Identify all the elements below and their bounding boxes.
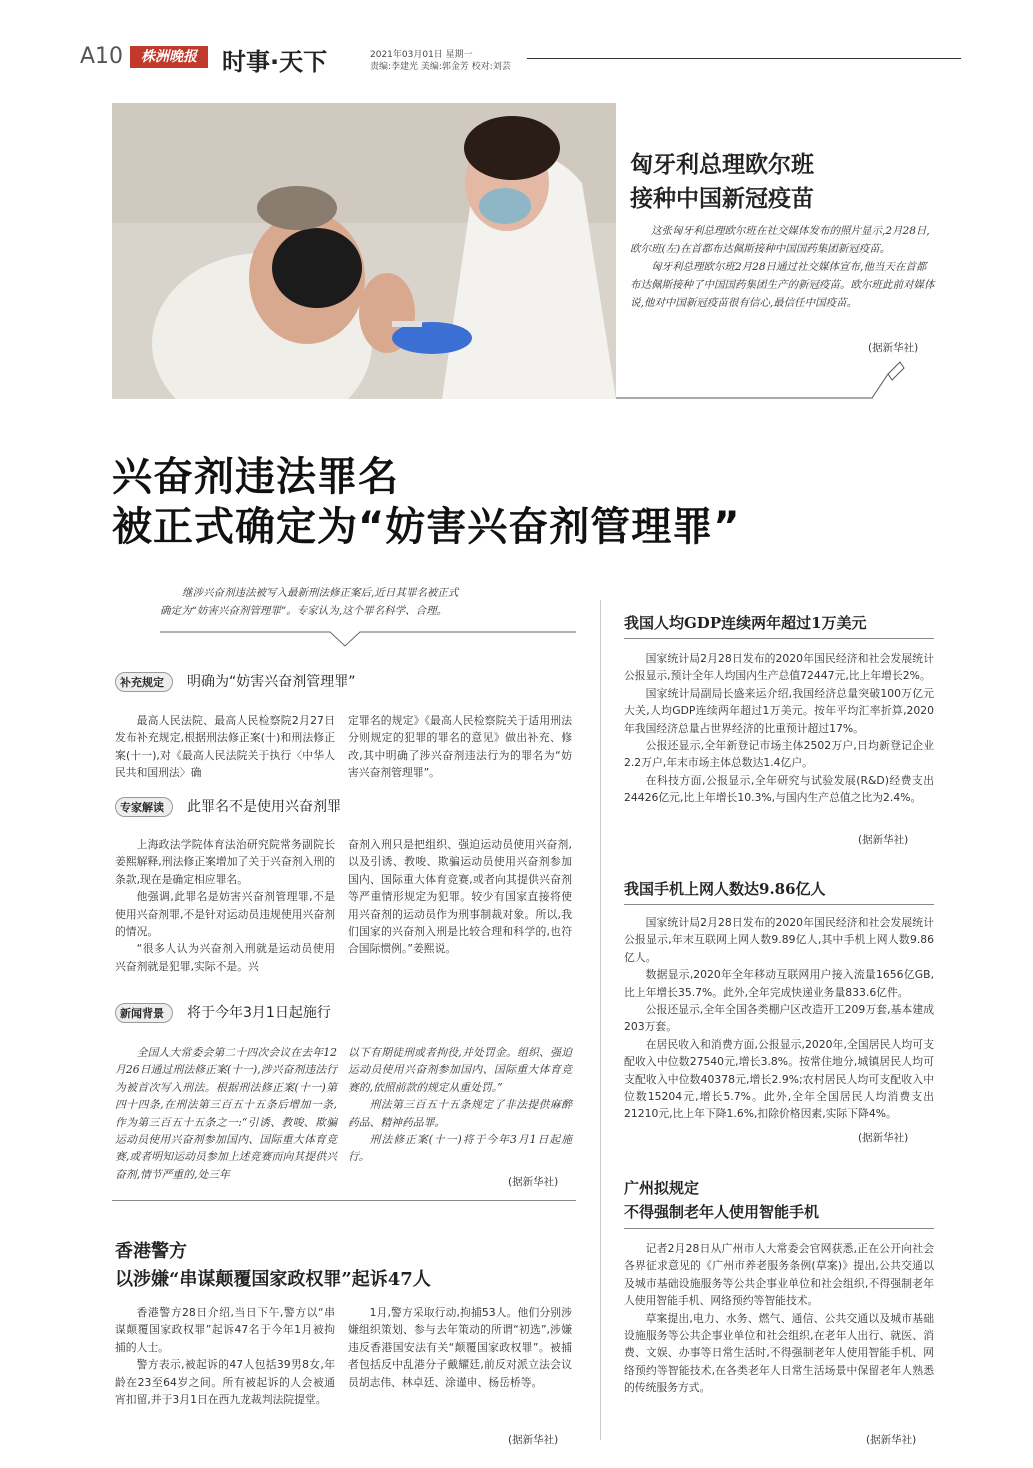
lead-divider [160, 620, 576, 650]
section2-title: 此罪名不是使用兴奋剂罪 [187, 799, 341, 815]
hk-title-line1: 香港警方 [115, 1241, 187, 1262]
section3-col2-p3: 刑法修正案(十一)将于今年3月1日起施行。 [348, 1133, 572, 1164]
photo-story-title [630, 148, 814, 216]
main-headline [112, 452, 741, 552]
section2-col1-p3: “很多人认为兴奋剂入刑就是运动员使用兴奋剂就是犯罪,实际不是。兴 [115, 942, 335, 973]
section1-title: 明确为“妨害兴奋剂管理罪” [187, 674, 356, 690]
hk-source: (据新华社) [508, 1434, 559, 1446]
gz-source: (据新华社) [866, 1434, 917, 1446]
hk-col1 [115, 1304, 335, 1408]
section1-col2 [348, 712, 572, 782]
hk-headline [115, 1238, 431, 1294]
gz-rule [624, 1228, 934, 1229]
section3-col1 [115, 1044, 337, 1183]
gdp-p4: 在科技方面,公报显示,全年研究与试验发展(R&D)经费支出24426亿元,比上年增长10.3%,与国内生产总值之比为2.4%。 [624, 773, 934, 805]
photo-caption [630, 222, 935, 312]
internet-p1: 国家统计局2月28日发布的2020年国民经济和社会发展统计公报显示,年末互联网上网人数9.89亿人,其中手机上网人数9.86亿人。 [624, 916, 934, 964]
section-title: 时事·天下 [222, 48, 328, 76]
section3-source: (据新华社) [508, 1176, 559, 1188]
gz-body [624, 1240, 934, 1397]
section2-col1-p2: 他强调,此罪名是妨害兴奋剂管理罪,不是使用兴奋剂罪,不是针对运动员违规使用兴奋剂的情况。 [115, 890, 335, 939]
gz-title-line1: 广州拟规定 [624, 1179, 700, 1197]
internet-p2: 数据显示,2020年全年移动互联网用户接入流量1656亿GB,比上年增长35.7%。此外,全年完成快递业务量833.6亿件。 [624, 968, 934, 999]
gdp-headline: 我国人均GDP连续两年超过1万美元 [624, 614, 867, 632]
hk-col2 [348, 1304, 572, 1391]
hk-col1-p2: 警方表示,被起诉的47人包括39男8女,年龄在23至64岁之间。所有被起诉的人会被通宵扣留,并于3月1日在西九龙裁判法院提堂。 [115, 1358, 335, 1407]
section3-title: 将于今年3月1日起施行 [187, 1005, 331, 1021]
internet-source: (据新华社) [858, 1132, 909, 1144]
hk-col1-p1: 香港警方28日介绍,当日下午,警方以“串谋颠覆国家政权罪”起诉47名于今年1月被拘捕的人士。 [115, 1306, 335, 1354]
internet-p4: 在居民收入和消费方面,公报显示,2020年,全国居民人均可支配收入中位数27540元,增长3.8%。按常住地分,城镇居民人均可支配收入中位数40378元,增长2.9%;农村居民人均可支配收入中位数15204元,增长5.7%。此外,全年全国居民人均消费支出21210元,比上年下降1.6%,扣除价格因素,实际下降4%。 [624, 1037, 934, 1121]
section2-col2-text: 奋剂入刑只是把组织、强迫运动员使用兴奋剂,以及引诱、教唆、欺骗运动员使用兴奋剂参加国内、国际重大体育竞赛,或者向其提供兴奋剂等严重情形规定为犯罪。较少有国家直接将使用兴奋剂的运动员作为刑事制裁对象。所以,我们国家的兴奋剂入刑是比较合理和科学的,也符合国际惯例。”姜熙说。 [348, 838, 572, 956]
section2-col2 [348, 836, 572, 958]
photo-source: (据新华社) [868, 342, 919, 354]
issue-date: 2021年03月01日 星期一 [370, 50, 473, 60]
page-number: A10 [80, 44, 124, 69]
headline-line1: 兴奋剂违法罪名 [112, 454, 399, 500]
gdp-p1: 国家统计局2月28日发布的2020年国民经济和社会发展统计公报显示,预计全年人均国内生产总值72447元,比上年增长2%。 [624, 652, 934, 683]
internet-body [624, 914, 934, 1123]
gz-title-line2: 不得强制老年人使用智能手机 [624, 1203, 820, 1221]
editor-credits: 责编:李建光 美编:郭金芳 校对:刘芸 [370, 62, 511, 72]
photo-connector-line [112, 360, 938, 404]
internet-p3: 公报还显示,全年全国各类棚户区改造开工209万套,基本建成203万套。 [624, 1003, 934, 1034]
section1-col1 [115, 712, 335, 782]
section2-subhead [115, 796, 575, 817]
newspaper-logo: 株洲晚报 [130, 46, 208, 68]
photo-title-line1: 匈牙利总理欧尔班 [630, 151, 814, 178]
section3-col2 [348, 1044, 572, 1166]
section3-col2-p2: 刑法第三百五十五条规定了非法提供麻醉药品、精神药品罪。 [348, 1098, 572, 1129]
gdp-p2: 国家统计局副局长盛来运介绍,我国经济总量突破100万亿元大关,人均GDP连续两年超过1万美元。按年平均汇率折算,2020年我国经济总量占世界经济的比重预计超过17%。 [624, 686, 934, 735]
photo-caption-p2: 匈牙利总理欧尔班2月28日通过社交媒体宣布,他当天在首都布达佩斯接种了中国国药集团生产的新冠疫苗。欧尔班此前对媒体说,他对中国新冠疫苗很有信心,最信任中国疫苗。 [630, 261, 935, 309]
section2-col1 [115, 836, 335, 975]
section3-badge: 新闻背景 [115, 1003, 173, 1023]
internet-rule [624, 904, 934, 905]
lead-line2: 确定为“妨害兴奋剂管理罪”。专家认为,这个罪名科学、合理。 [160, 605, 448, 617]
vaccination-photo-illustration [112, 103, 616, 399]
news-photo [112, 103, 616, 399]
section2-col1-p1: 上海政法学院体育法治研究院常务副院长姜熙解释,刑法修正案增加了关于兴奋剂入刑的条款,现在是确定相应罪名。 [115, 838, 335, 886]
section1-badge: 补充规定 [115, 672, 173, 692]
section3-subhead [115, 1002, 575, 1023]
gdp-source: (据新华社) [858, 834, 909, 846]
section3-col1-text: 全国人大常委会第二十四次会议在去年12月26日通过刑法修正案(十一),涉兴奋剂违法行为被首次写入刑法。根据刑法修正案(十一)第四十四条,在刑法第三百五十五条后增加一条,作为第三百五十五条之一:“引诱、教唆、欺骗运动员使用兴奋剂参加国内、国际重大体育竞赛,或者明知运动员参加上述竞赛而向其提供兴奋剂,情节严重的,处三年 [115, 1046, 337, 1181]
hk-divider [112, 1200, 576, 1201]
main-lead [160, 584, 560, 620]
hk-col2-text: 1月,警方采取行动,拘捕53人。他们分别涉嫌组织策划、参与去年策动的所谓“初选”,涉嫌违反香港国安法有关“颠覆国家政权罪”。被捕者包括反中乱港分子戴耀廷,前反对派立法会议员胡志伟、林卓廷、涂谨申、杨岳桥等。 [348, 1306, 572, 1389]
column-divider [600, 600, 601, 1440]
section1-subhead [115, 671, 575, 692]
header-rule [527, 58, 961, 59]
internet-headline: 我国手机上网人数达9.86亿人 [624, 880, 826, 898]
section3-col2-p1: 以下有期徒刑或者拘役,并处罚金。组织、强迫运动员使用兴奋剂参加国内、国际重大体育竞赛的,依照前款的规定从重处罚。” [348, 1046, 572, 1094]
gdp-body [624, 650, 934, 807]
gz-headline [624, 1176, 819, 1224]
gz-p2: 草案提出,电力、水务、燃气、通信、公共交通以及城市基础设施服务等公共企事业单位和社会组织,在老年人出行、就医、消费、文娱、办事等日常生活时,不得强制老年人使用智能手机、网络预约等智能技术,在各类老年人日常生活场景中保留老年人熟悉的传统服务方式。 [624, 1311, 934, 1395]
section1-col2-text: 定罪名的规定》《最高人民检察院关于适用刑法分则规定的犯罪的罪名的意见》做出补充、修改,其中明确了涉兴奋剂违法行为的罪名为“妨害兴奋剂管理罪”。 [348, 714, 572, 780]
gz-p1: 记者2月28日从广州市人大常委会官网获悉,正在公开向社会各界征求意见的《广州市养老服务条例(草案)》提出,公共交通以及城市基础设施服务等公共企事业单位和社会组织,不得强制老年人使用智能手机、网络预约等智能技术。 [624, 1242, 934, 1308]
hk-title-line2: 以涉嫌“串谋颠覆国家政权罪”起诉47人 [115, 1269, 431, 1290]
section1-col1-text: 最高人民法院、最高人民检察院2月27日发布补充规定,根据刑法修正案(十)和刑法修正案(十一),对《最高人民法院关于执行〈中华人民共和国刑法〉确 [115, 714, 335, 780]
gdp-p3: 公报还显示,全年新登记市场主体2502万户,日均新登记企业2.2万户,年末市场主体总数达1.4亿户。 [624, 739, 934, 770]
section2-badge: 专家解读 [115, 797, 173, 817]
lead-line1: 继涉兴奋剂违法被写入最新刑法修正案后,近日其罪名被正式 [182, 587, 459, 599]
photo-caption-p1: 这张匈牙利总理欧尔班在社交媒体发布的照片显示,2月28日,欧尔班(左)在首都布达佩斯接种中国国药集团新冠疫苗。 [630, 225, 930, 255]
headline-line2: 被正式确定为“妨害兴奋剂管理罪” [112, 504, 741, 550]
photo-title-line2: 接种中国新冠疫苗 [630, 185, 814, 212]
gdp-rule [624, 638, 934, 639]
